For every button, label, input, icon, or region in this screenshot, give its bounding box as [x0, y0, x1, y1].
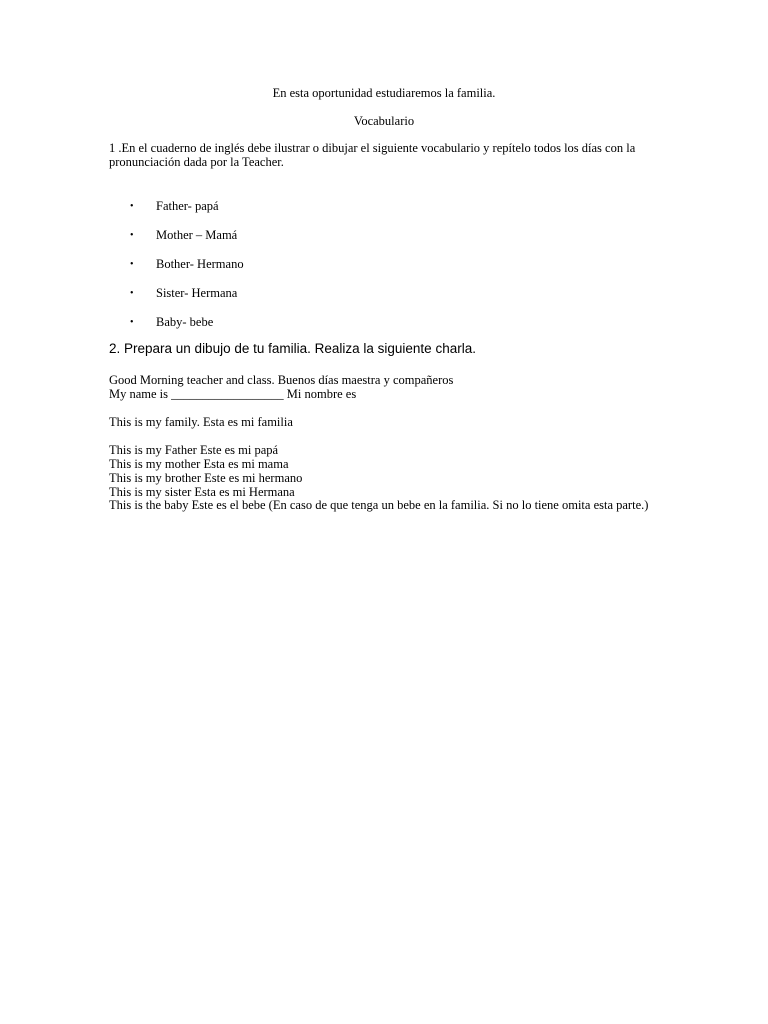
list-item: Baby- bebe [156, 315, 214, 329]
baby-line: This is the baby Este es el bebe (En caso de que tenga un bebe en la familia. Si no lo tiene omita esta parte.) [109, 498, 649, 512]
list-item: Mother – Mamá [156, 228, 238, 242]
bullet-icon: • [130, 317, 134, 328]
dialogue-line: This is my mother Esta es mi mama [109, 457, 289, 471]
document-title: En esta oportunidad estudiaremos la familia. [272, 86, 496, 100]
instruction-1: 1 .En el cuaderno de inglés debe ilustrar o dibujar el siguiente vocabulario y repítelo todos los días con la pronunciación dada por la Teacher. [109, 141, 636, 169]
instruction-2: 2. Prepara un dibujo de tu familia. Realiza la siguiente charla. [109, 341, 476, 356]
greeting-line: Good Morning teacher and class. Buenos días maestra y compañeros [109, 373, 454, 387]
dialogue-line: This is my sister Esta es mi Hermana [109, 485, 295, 499]
name-line: My name is __________________ Mi nombre es [109, 387, 357, 401]
dialogue-line: This is my brother Este es mi hermano [109, 471, 303, 485]
bullet-icon: • [130, 259, 134, 270]
list-item: Sister- Hermana [156, 286, 238, 300]
list-item: Father- papá [156, 199, 219, 213]
dialogue-line: This is my Father Este es mi papá [109, 443, 279, 457]
bullet-icon: • [130, 230, 134, 241]
section-heading-vocabulario: Vocabulario [353, 114, 415, 128]
list-item: Bother- Hermano [156, 257, 244, 271]
family-line: This is my family. Esta es mi familia [109, 415, 293, 429]
bullet-icon: • [130, 288, 134, 299]
bullet-icon: • [130, 201, 134, 212]
